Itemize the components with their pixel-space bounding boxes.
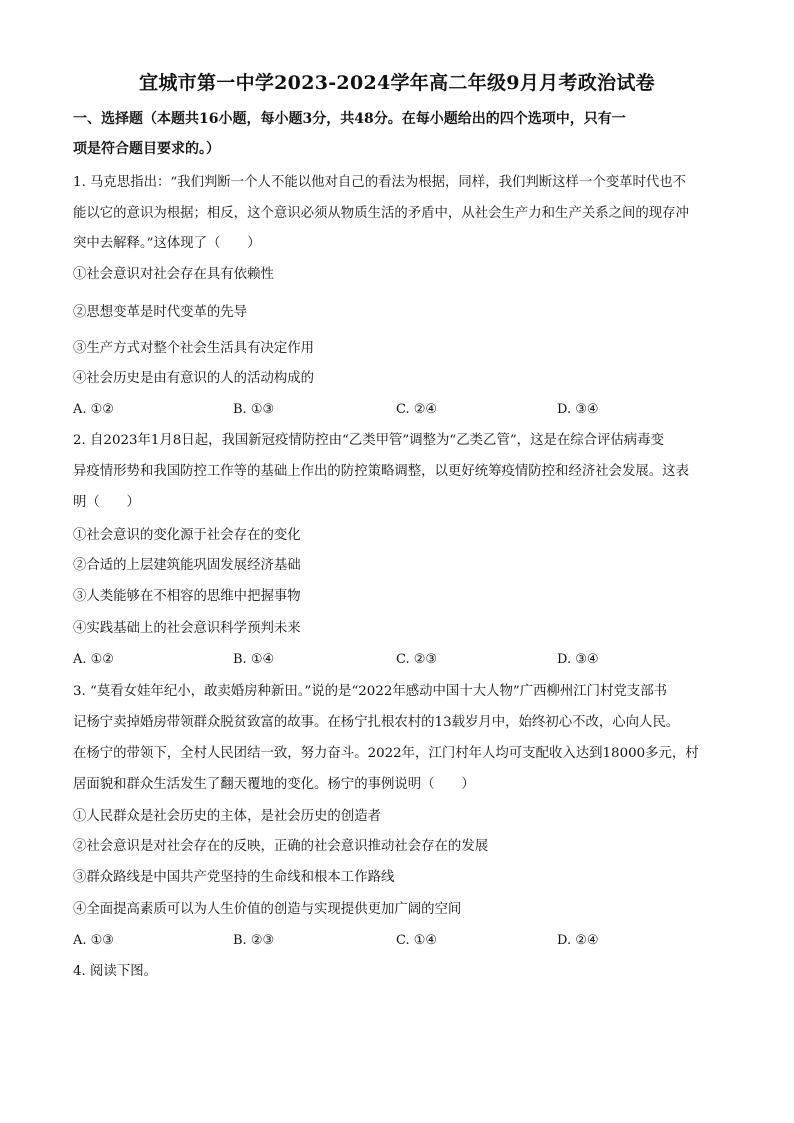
q2-option-c: C. ②③ <box>396 652 438 667</box>
q3-option-d: D. ②④ <box>557 933 599 948</box>
q2-option-a: A. ①② <box>73 652 114 667</box>
q2-stem-line-2: 异疫情形势和我国防控工作等的基础上作出的防控策略调整，以更好统筹疫情防控和经济社会发展。这表 <box>73 464 689 479</box>
q3-stem-line-1: 3. “莫看女娃年纪小，敢卖婚房种新田。”说的是“2022年感动中国十大人物”广西柳州江门村党支部书 <box>73 684 668 699</box>
q4-stem: 4. 阅读下图。 <box>73 964 157 979</box>
section-instructions-line-2: 项是符合题目要求的。） <box>73 141 220 157</box>
q1-item-1: ①社会意识对社会存在具有依赖性 <box>73 267 274 282</box>
q3-stem-line-3: 在杨宁的带领下，全村人民团结一致，努力奋斗。2022年，江门村年人均可支配收入达到18000多元，村 <box>73 746 699 761</box>
q2-stem-line-3: 明（ ） <box>73 495 140 510</box>
q3-item-4: ④全面提高素质可以为人生价值的创造与实现提供更加广阔的空间 <box>73 902 462 917</box>
q2-option-d: D. ③④ <box>557 652 599 667</box>
q3-stem-line-4: 居面貌和群众生活发生了翻天覆地的变化。杨宁的事例说明（ ） <box>73 777 475 792</box>
q1-item-4: ④社会历史是由有意识的人的活动构成的 <box>73 371 315 386</box>
q1-stem-line-3: 突中去解释。”这体现了（ ） <box>73 236 261 251</box>
q1-option-c: C. ②④ <box>396 402 438 417</box>
q1-option-d: D. ③④ <box>557 402 599 417</box>
section-instructions-line-1: 一、选择题（本题共16小题，每小题3分，共48分。在每小题给出的四个选项中，只有一 <box>73 111 626 127</box>
q1-option-a: A. ①② <box>73 402 114 417</box>
q3-item-3: ③群众路线是中国共产党坚持的生命线和根本工作路线 <box>73 870 395 885</box>
q3-item-1: ①人民群众是社会历史的主体，是社会历史的创造者 <box>73 809 381 824</box>
q1-item-2: ②思想变革是时代变革的先导 <box>73 305 248 320</box>
exam-title: 宜城市第一中学2023-2024学年高二年级9月月考政治试卷 <box>139 72 655 94</box>
q1-stem-line-2: 能以它的意识为根据；相反，这个意识必须从物质生活的矛盾中，从社会生产力和生产关系之间的现存冲 <box>73 206 689 221</box>
q3-stem-line-2: 记杨宁卖掉婚房带领群众脱贫致富的故事。在杨宁扎根农村的13载岁月中，始终初心不改，心向人民。 <box>73 715 680 730</box>
q3-option-c: C. ①④ <box>396 933 438 948</box>
q2-option-b: B. ①④ <box>233 652 275 667</box>
q2-item-1: ①社会意识的变化源于社会存在的变化 <box>73 528 301 543</box>
q1-item-3: ③生产方式对整个社会生活具有决定作用 <box>73 341 315 356</box>
q3-option-a: A. ①③ <box>73 933 114 948</box>
q2-item-3: ③人类能够在不相容的思维中把握事物 <box>73 589 301 604</box>
q3-item-2: ②社会意识是对社会存在的反映，正确的社会意识推动社会存在的发展 <box>73 839 489 854</box>
q2-item-4: ④实践基础上的社会意识科学预判未来 <box>73 621 301 636</box>
q1-option-b: B. ①③ <box>233 402 275 417</box>
q2-item-2: ②合适的上层建筑能巩固发展经济基础 <box>73 558 301 573</box>
q3-option-b: B. ②③ <box>233 933 275 948</box>
q2-stem-line-1: 2. 自2023年1月8日起，我国新冠疫情防控由“乙类甲管”调整为“乙类乙管”，这是在综合评估病毒变 <box>73 433 664 448</box>
q1-stem-line-1: 1. 马克思指出：“我们判断一个人不能以他对自己的看法为根据，同样，我们判断这样一个变革时代也不 <box>73 175 687 190</box>
